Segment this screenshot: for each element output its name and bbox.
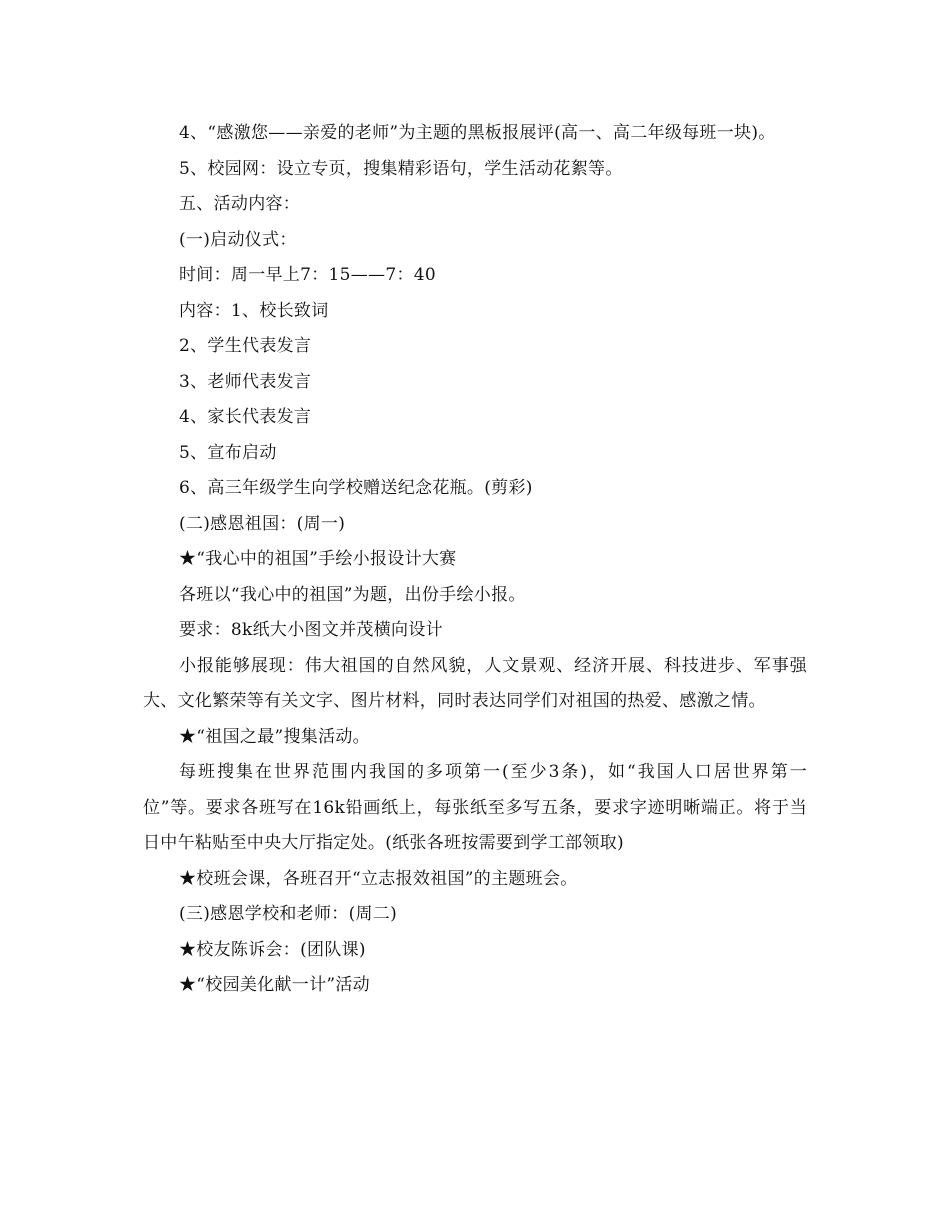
list-item: 2、学生代表发言	[179, 336, 312, 356]
activity-item: ★“祖国之最”搜集活动。	[179, 726, 370, 747]
paragraph: 各班以“我心中的祖国”为题，出份手绘小报。	[179, 584, 526, 605]
document-body	[143, 116, 807, 1004]
paragraph: 时间：周一早上7：15——7：40	[179, 265, 436, 285]
activity-item: ★“校园美化献一计”活动	[179, 975, 370, 995]
list-item: 4、家长代表发言	[179, 407, 312, 427]
paragraph: 要求：8k纸大小图文并茂横向设计	[179, 620, 443, 640]
list-item: 5、宣布启动	[179, 442, 277, 463]
paragraph: 5、校园网：设立专页，搜集精彩语句，学生活动花絮等。	[179, 158, 623, 179]
subsection-heading: (二)感恩祖国：(周一)	[179, 513, 346, 534]
activity-item: ★“我心中的祖国”手绘小报设计大赛	[179, 549, 457, 569]
paragraph: 4、“感激您——亲爱的老师”为主题的黑板报展评(高一、高二年级每班一块)。	[179, 123, 776, 143]
paragraph: 小报能够展现：伟大祖国的自然风貌，人文景观、经济开展、科技进步、军事强大、文化繁荣等有关文字、图片材料，同时表达同学们对祖国的热爱、感激之情。	[143, 655, 807, 711]
activity-item: ★校友陈诉会：(团队课)	[179, 939, 366, 960]
list-item: 3、老师代表发言	[179, 371, 312, 392]
section-heading: 五、活动内容：	[179, 194, 301, 214]
list-item: 6、高三年级学生向学校赠送纪念花瓶。(剪彩)	[179, 478, 533, 498]
subsection-heading: (一)启动仪式：	[179, 229, 297, 250]
paragraph: 内容：1、校长致词	[179, 300, 329, 321]
activity-item: ★校班会课，各班召开“立志报效祖国”的主题班会。	[179, 868, 578, 889]
subsection-heading: (三)感恩学校和老师：(周二)	[179, 904, 398, 924]
paragraph: 每班搜集在世界范围内我国的多项第一(至少3条)，如“我国人口居世界第一位”等。要求各班写在16k铅画纸上，每张纸至多写五条，要求字迹明晰端正。将于当日中午粘贴至中央大厅指定处。(纸张各班按需要到学工部领取)	[143, 762, 807, 853]
